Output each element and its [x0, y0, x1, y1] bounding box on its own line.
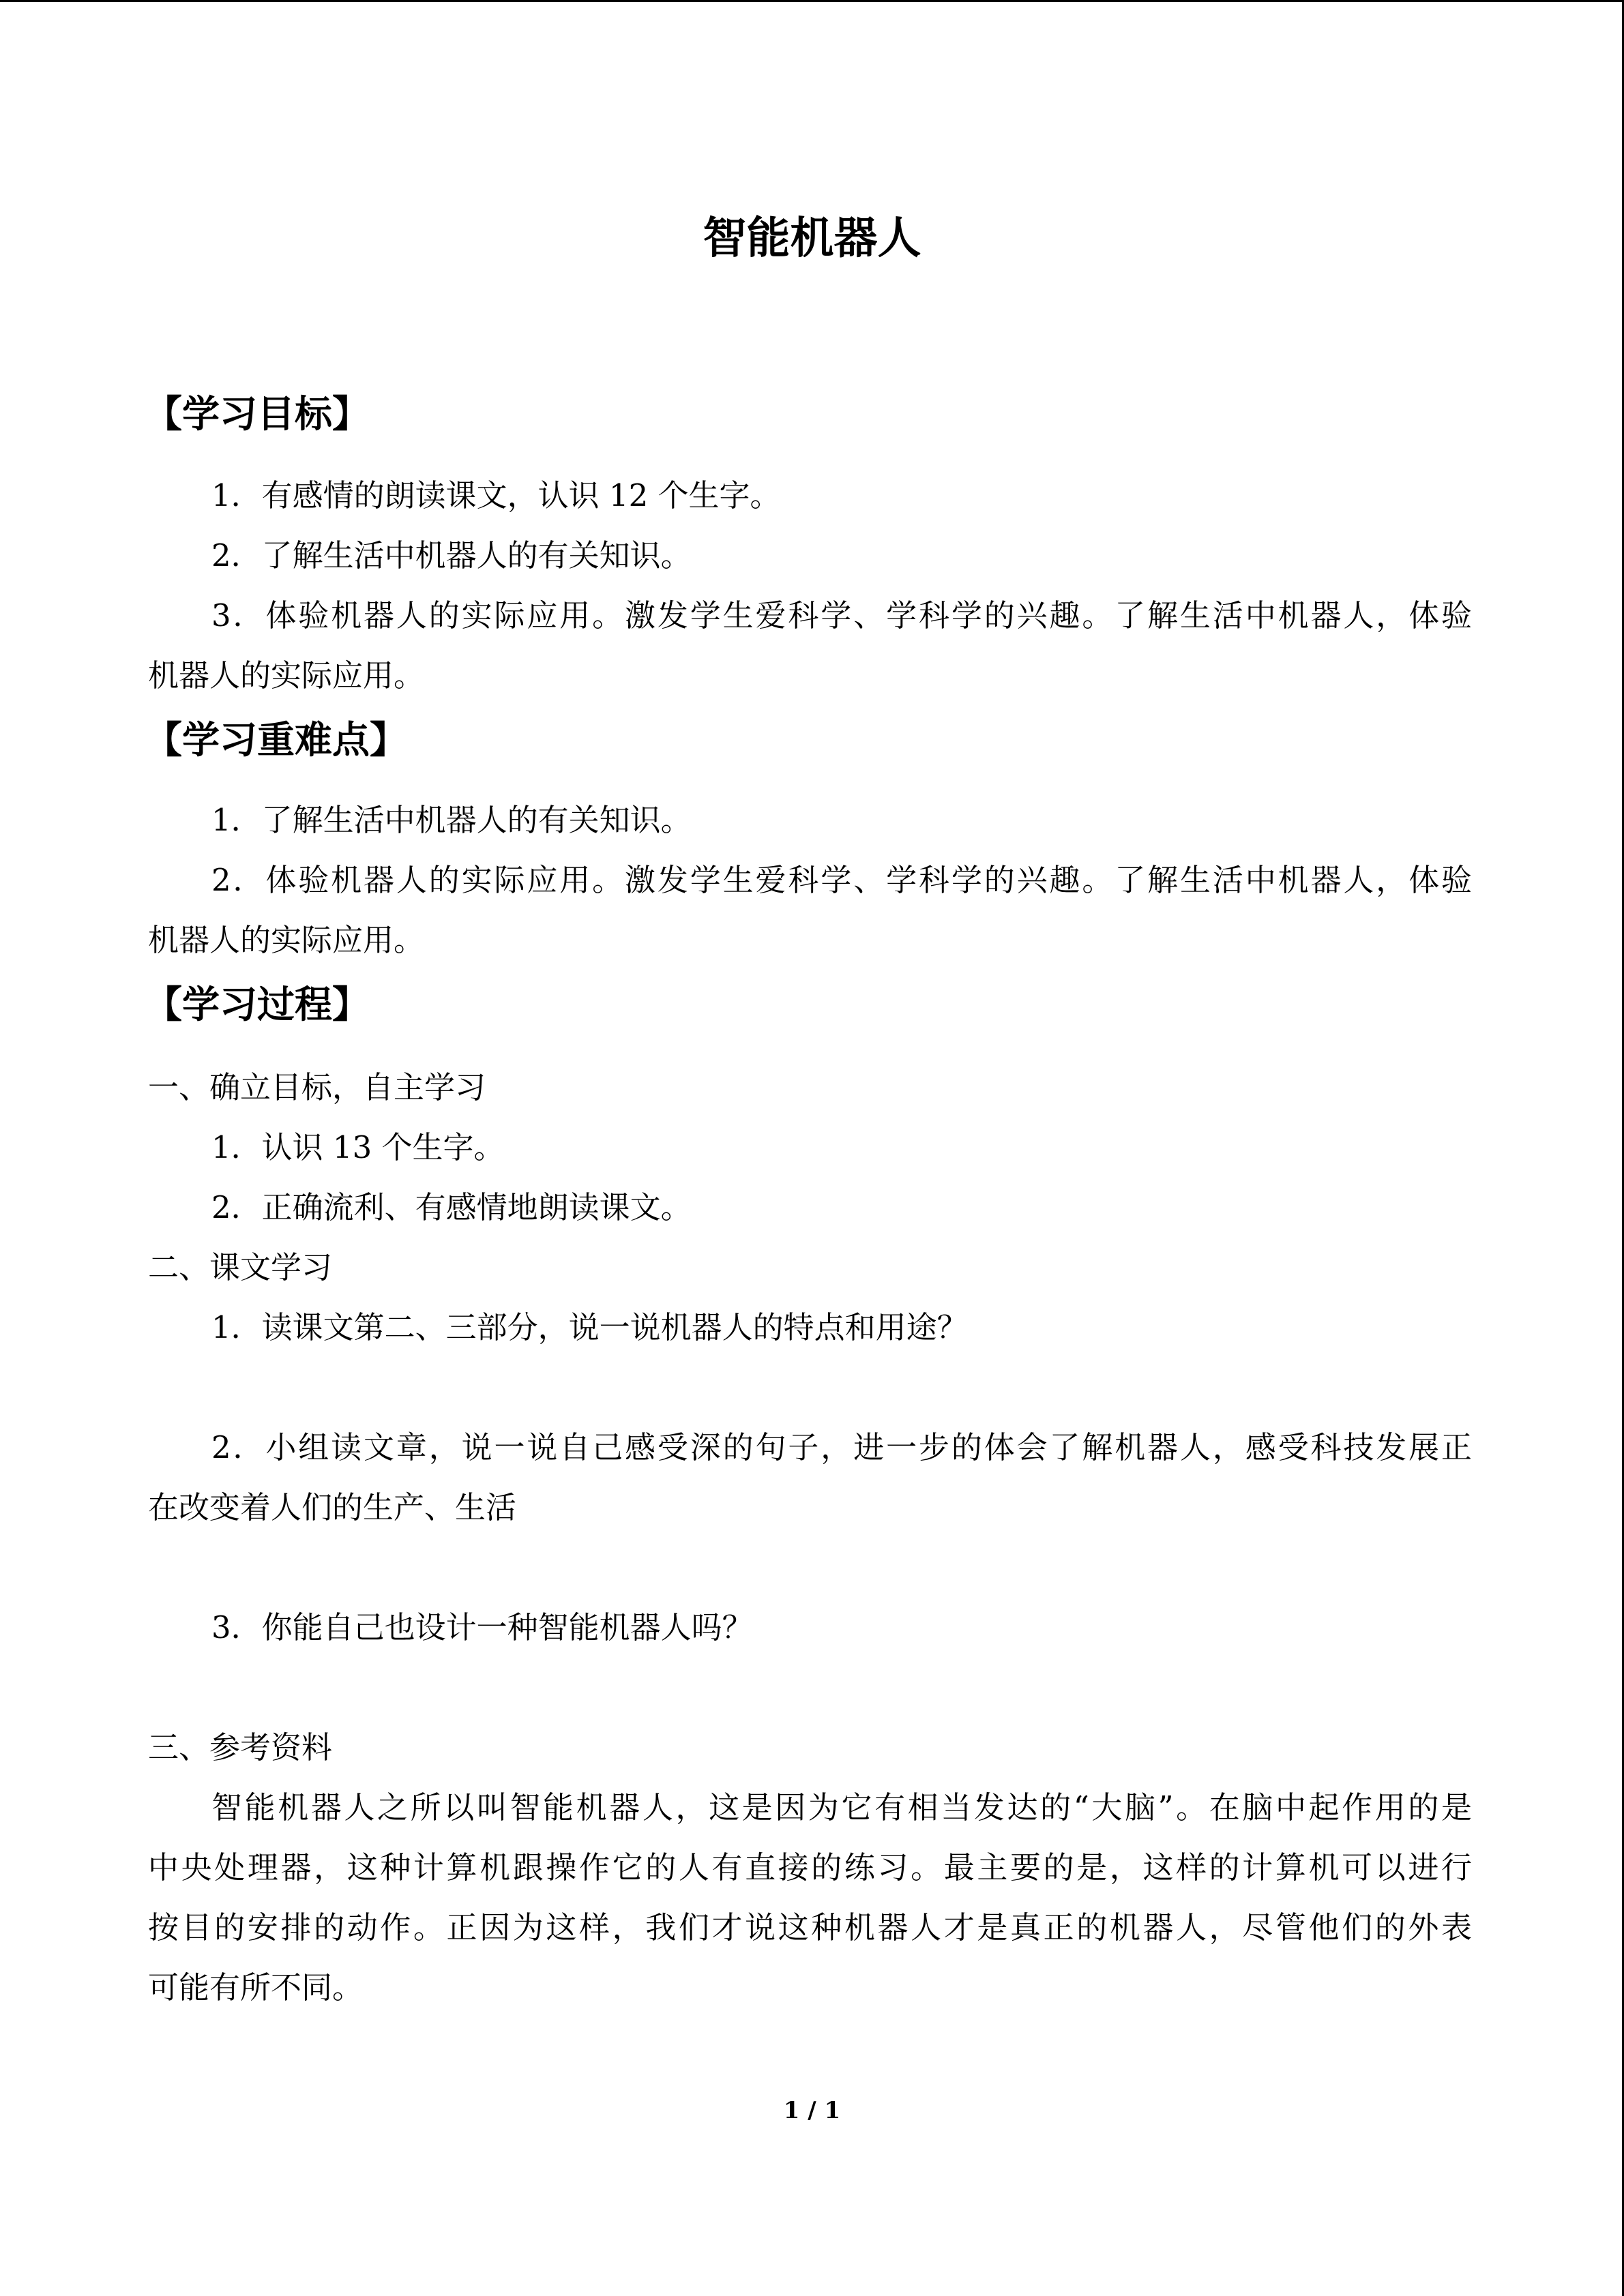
reference-paragraph-line-2: 中央处理器，这种计算机跟操作它的人有直接的练习。最主要的是，这样的计算机可以进行: [148, 1849, 1472, 1885]
process-part-1-item-2: 2．正确流利、有感情地朗读课文。: [211, 1189, 692, 1225]
reference-paragraph-line-3: 按目的安排的动作。正因为这样，我们才说这种机器人才是真正的机器人，尽管他们的外表: [148, 1909, 1472, 1945]
goal-item-2: 2．了解生活中机器人的有关知识。: [211, 537, 692, 573]
key-point-item-2-line-1: 2．体验机器人的实际应用。激发学生爱科学、学科学的兴趣。了解生活中机器人，体验: [211, 862, 1472, 898]
document-title: 智能机器人: [703, 213, 921, 264]
reference-paragraph-line-4: 可能有所不同。: [148, 1969, 364, 2006]
process-part-2-item-2-line-1: 2．小组读文章，说一说自己感受深的句子，进一步的体会了解机器人，感受科技发展正: [211, 1429, 1472, 1465]
key-point-item-1: 1．了解生活中机器人的有关知识。: [211, 802, 692, 838]
section-heading-goals: 【学习目标】: [145, 391, 370, 436]
process-part-2-item-3: 3．你能自己也设计一种智能机器人吗？: [211, 1609, 753, 1645]
page-number: 1 / 1: [783, 2097, 841, 2124]
reference-paragraph-line-1: 智能机器人之所以叫智能机器人，这是因为它有相当发达的“大脑”。在脑中起作用的是: [211, 1789, 1472, 1825]
process-part-2-item-2-line-2: 在改变着人们的生产、生活: [148, 1489, 517, 1525]
key-point-item-2-line-2: 机器人的实际应用。: [148, 922, 425, 958]
process-part-1-title: 一、确立目标，自主学习: [148, 1069, 486, 1105]
process-part-2-item-1: 1．读课文第二、三部分，说一说机器人的特点和用途？: [211, 1309, 968, 1345]
process-part-2-title: 二、课文学习: [148, 1249, 333, 1285]
section-heading-process: 【学习过程】: [145, 982, 370, 1026]
section-heading-key-points: 【学习重难点】: [145, 717, 408, 762]
process-part-3-title: 三、参考资料: [148, 1729, 333, 1765]
goal-item-3-line-2: 机器人的实际应用。: [148, 657, 425, 694]
process-part-1-item-1: 1．认识 13 个生字。: [211, 1129, 505, 1165]
goal-item-1: 1．有感情的朗读课文，认识 12 个生字。: [211, 477, 781, 513]
goal-item-3-line-1: 3．体验机器人的实际应用。激发学生爱科学、学科学的兴趣。了解生活中机器人，体验: [211, 597, 1472, 633]
